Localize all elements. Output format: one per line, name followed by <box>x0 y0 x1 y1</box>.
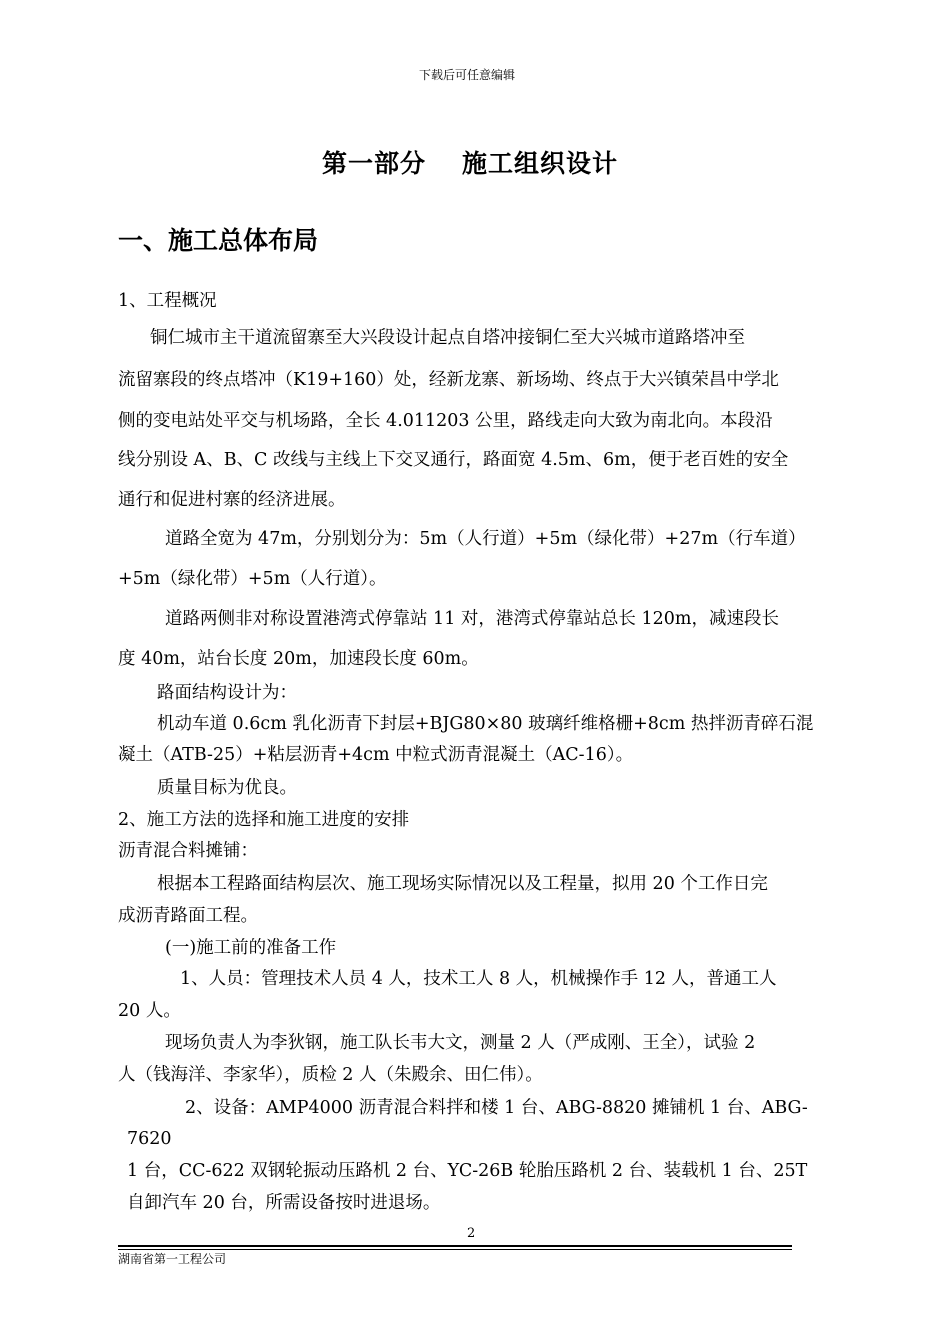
paragraph-line: 度 40m，站台长度 20m，加速段长度 60m。 <box>118 649 479 669</box>
page-number: 2 <box>467 1226 476 1241</box>
paragraph-line: 成沥青路面工程。 <box>118 906 258 926</box>
paragraph-line: 1 台，CC-622 双钢轮振动压路机 2 台、YC-26B 轮胎压路机 2 台、装载机 1 台、25T <box>127 1161 808 1181</box>
page-title-name: 施工组织设计 <box>462 149 619 178</box>
paragraph-line: 通行和促进村寨的经济进展。 <box>118 490 346 510</box>
paragraph-line: 人（钱海洋、李家华），质检 2 人（朱殿余、田仁伟）。 <box>118 1065 543 1085</box>
header-note: 下载后可任意编辑 <box>419 68 516 82</box>
paragraph-line: 流留寨段的终点塔冲（K19+160）处，经新龙寨、新场坳、终点于大兴镇荣昌中学北 <box>118 370 779 390</box>
paragraph-line: 质量目标为优良。 <box>157 778 297 798</box>
paragraph-line: 道路两侧非对称设置港湾式停靠站 11 对，港湾式停靠站总长 120m，减速段长 <box>165 609 779 629</box>
paragraph-line: 7620 <box>127 1129 172 1149</box>
paragraph-line: 侧的变电站处平交与机场路，全长 4.011203 公里，路线走向大致为南北向。本段沿 <box>118 411 773 431</box>
paragraph-line: 机动车道 0.6cm 乳化沥青下封层+BJG80×80 玻璃纤维格栅+8cm 热拌沥青碎石混 <box>157 714 814 734</box>
subsection-title: (一)施工前的准备工作 <box>165 938 337 958</box>
paragraph-line: 道路全宽为 47m，分别划分为：5m（人行道）+5m（绿化带）+27m（行车道） <box>165 529 806 549</box>
section-heading: 一、施工总体布局 <box>118 226 319 255</box>
page-title-part: 第一部分 <box>322 149 427 178</box>
paragraph-line: 现场负责人为李狄钢，施工队长韦大文，测量 2 人（严成刚、王全），试验 2 <box>165 1033 756 1053</box>
paragraph-line: 2、设备：AMP4000 沥青混合料拌和楼 1 台、ABG-8820 摊铺机 1 台、ABG- <box>185 1098 808 1118</box>
paragraph-line: 根据本工程路面结构层次、施工现场实际情况以及工程量，拟用 20 个工作日完 <box>157 874 768 894</box>
subsection-title: 1、工程概况 <box>118 291 217 311</box>
paragraph-line: +5m（绿化带）+5m（人行道）。 <box>118 569 387 589</box>
footer-rule-thick <box>118 1245 792 1247</box>
paragraph-line: 铜仁城市主干道流留寨至大兴段设计起点自塔冲接铜仁至大兴城市道路塔冲至 <box>150 328 745 348</box>
paragraph-line: 沥青混合料摊铺： <box>118 841 258 861</box>
paragraph-line: 1、人员：管理技术人员 4 人，技术工人 8 人，机械操作手 12 人，普通工人 <box>180 969 777 989</box>
paragraph-line: 20 人。 <box>118 1001 181 1021</box>
paragraph-line: 路面结构设计为： <box>157 683 297 703</box>
subsection-title: 2、施工方法的选择和施工进度的安排 <box>118 810 410 830</box>
paragraph-line: 凝土（ATB-25）+粘层沥青+4cm 中粒式沥青混凝土（AC-16）。 <box>118 745 634 765</box>
paragraph-line: 线分别设 A、B、C 改线与主线上下交叉通行，路面宽 4.5m、6m，便于老百姓的安全 <box>118 450 789 470</box>
footer-company: 湖南省第一工程公司 <box>118 1252 227 1266</box>
paragraph-line: 自卸汽车 20 台，所需设备按时进退场。 <box>127 1193 441 1213</box>
